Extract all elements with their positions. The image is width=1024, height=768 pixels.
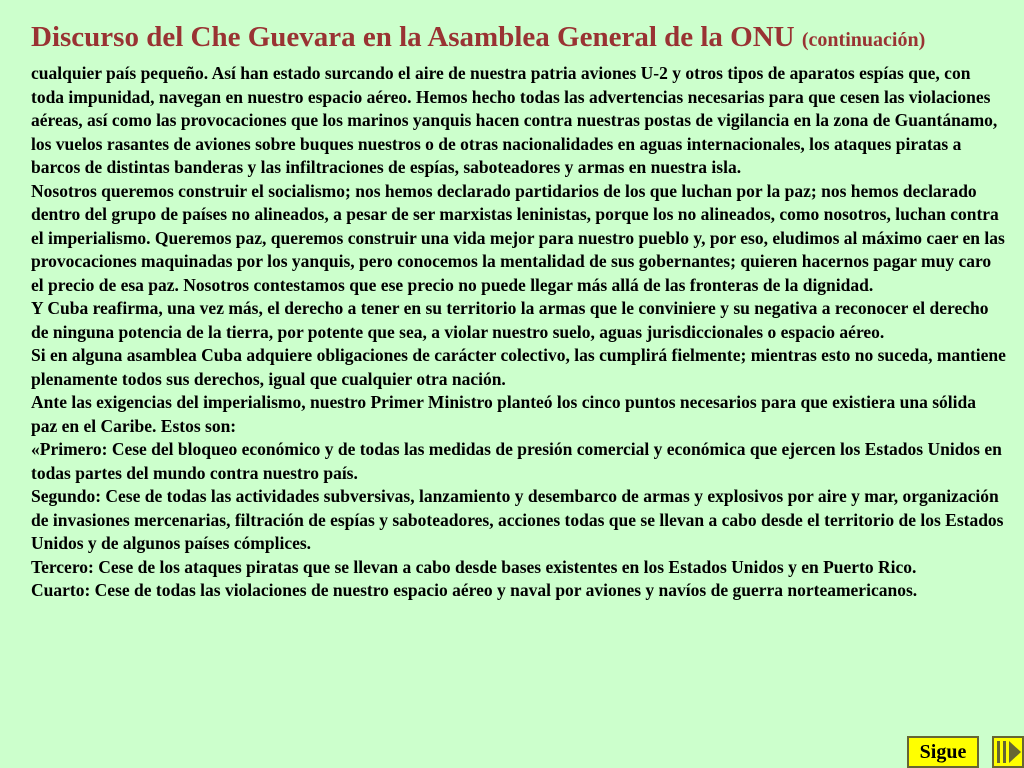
paragraph-7: Segundo: Cese de todas las actividades subversivas, lanzamiento y desembarco de armas y explosivos por aire y mar, organización de invasiones mercenarias, filtración de espías y saboteadores, acciones todas que se llevan a cabo desde el territorio de los Estados Unidos y de algunos países cómplices. — [31, 486, 1004, 553]
paragraph-4: Si en alguna asamblea Cuba adquiere obligaciones de carácter colectivo, las cumplirá fielmente; mientras esto no suceda, mantiene plenamente todos sus derechos, igual que cualquier otra nación. — [31, 345, 1006, 389]
paragraph-3: Y Cuba reafirma, una vez más, el derecho a tener en su territorio la armas que le conviniere y su negativa a reconocer el derecho de ninguna potencia de la tierra, por potente que sea, a violar nuestro suelo, aguas jurisdiccionales o espacio aéreo. — [31, 298, 989, 342]
paragraph-1: cualquier país pequeño. Así han estado surcando el aire de nuestra patria aviones U-2 y otros tipos de aparatos espías que, con toda impunidad, navegan en nuestro espacio aéreo. Hemos hecho todas las advertencias necesarias para que cesen las violaciones aéreas, así como las provocaciones que los marinos yanquis hacen contra nuestras postas de vigilancia en la zona de Guantánamo, los vuelos rasantes de aviones sobre buques nuestros o de otras nacionalidades en aguas internacionales, los ataques piratas a barcos de distintas banderas y las infiltraciones de espías, saboteadores y armas en nuestra isla. — [31, 63, 998, 177]
paragraph-6: «Primero: Cese del bloqueo económico y de todas las medidas de presión comercial y económica que ejercen los Estados Unidos en todas partes del mundo contra nuestro país. — [31, 439, 1002, 483]
paragraph-5: Ante las exigencias del imperialismo, nuestro Primer Ministro planteó los cinco puntos necesarios para que existiera una sólida paz en el Caribe. Estos son: — [31, 392, 976, 436]
next-button[interactable]: Sigue — [907, 736, 979, 768]
paragraph-8: Tercero: Cese de los ataques piratas que se llevan a cabo desde bases existentes en los Estados Unidos y en Puerto Rico. — [31, 556, 917, 577]
speech-text — [31, 62, 1006, 603]
title-subtitle: (continuación) — [801, 29, 926, 51]
paragraph-2: Nosotros queremos construir el socialismo; nos hemos declarado partidarios de los que luchan por la paz; nos hemos declarado dentro del grupo de países no alineados, a pesar de ser marxistas leninistas, porque los no alineados, como nosotros, luchan contra el imperialismo. Queremos paz, queremos construir una vida mejor para nuestro pueblo y, por eso, eludimos al máximo caer en las provocaciones maquinadas por los yanquis, pero conocemos la mentalidad de sus gobernantes; quieren hacernos pagar muy caro el precio de esa paz. Nosotros contestamos que ese precio no puede llegar más allá de las fronteras de la dignidad. — [31, 180, 1005, 295]
end-button[interactable] — [992, 736, 1024, 768]
paragraph-9: Cuarto: Cese de todas las violaciones de nuestro espacio aéreo y naval por aviones y navíos de guerra norteamericanos. — [31, 580, 918, 600]
slide-title — [31, 20, 925, 55]
title-main: Discurso del Che Guevara en la Asamblea General de la ONU — [31, 21, 795, 53]
end-arrow-icon — [994, 738, 1022, 766]
